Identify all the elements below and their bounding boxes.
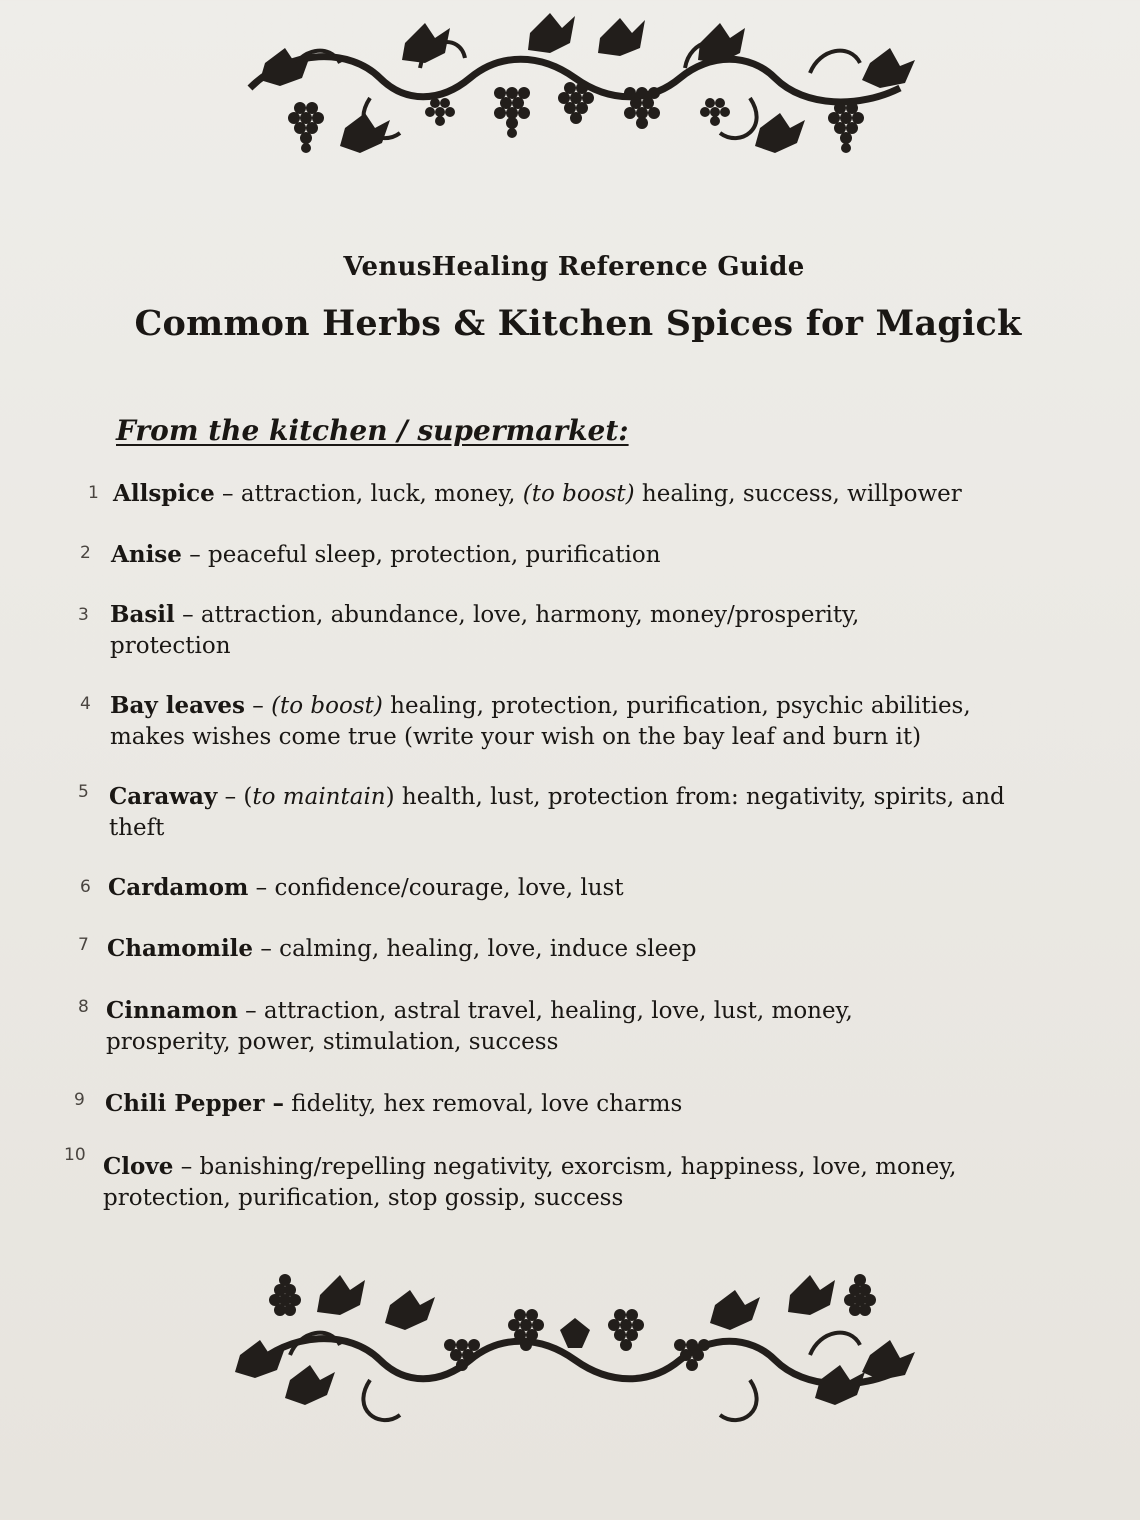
herb-note: to maintain [252,784,386,810]
page-title: Common Herbs & Kitchen Spices for Magick [134,303,1022,344]
herb-note: (to boost) [271,693,383,719]
herb-name: Anise [111,541,182,568]
handwritten-number: 4 [80,694,91,714]
list-item [107,933,1042,965]
herb-description-cont: healing, success, willpower [634,481,962,507]
handwritten-number: 2 [80,543,91,563]
list-item [110,690,1050,753]
herb-description: – banishing/repelling negativity, exorcism, happiness, love, money, protection, purification, stop gossip, success [103,1154,957,1211]
list-item [103,1151,963,1214]
list-item [108,872,1043,904]
guide-subtitle: VenusHealing Reference Guide [343,252,805,282]
herb-description: – confidence/courage, love, lust [248,875,624,901]
list-item [113,478,1048,510]
herb-name: Basil [110,601,175,628]
herb-name: Clove [103,1153,174,1180]
herb-description: – attraction, abundance, love, harmony, money/prosperity, protection [110,602,860,659]
handwritten-number: 5 [78,782,89,802]
herb-name: Chili Pepper – [105,1090,284,1117]
herb-name: Chamomile [107,935,254,962]
herb-description: – peaceful sleep, protection, purification [181,542,661,568]
herb-description: – [244,693,272,719]
list-item [105,1088,1040,1120]
herb-description: – ( [217,784,253,810]
herb-description: – attraction, luck, money, [214,481,523,507]
handwritten-number: 3 [78,605,89,625]
herb-description: – calming, healing, love, induce sleep [253,936,697,962]
herb-name: Cardamom [108,874,249,901]
handwritten-number: 6 [80,877,91,897]
herb-note: (to boost) [522,481,635,507]
herb-name: Caraway [109,783,218,810]
grapevine-ornament-top [230,8,920,188]
handwritten-number: 8 [78,997,89,1017]
handwritten-number: 10 [64,1145,86,1165]
herb-description-cont: healing, protection, purification, psychic abilities, makes wishes come true (write your wish on the bay leaf and burn it) [110,693,971,750]
herb-name: Bay leaves [110,692,245,719]
grapevine-ornament-bottom [230,1260,920,1440]
herb-description-cont: ) health, lust, protection from: negativity, spirits, and theft [109,784,1005,841]
herb-name: Allspice [113,480,215,507]
herb-description: fidelity, hex removal, love charms [283,1091,683,1117]
list-item [109,781,1044,844]
handwritten-number: 9 [74,1090,85,1110]
herb-name: Cinnamon [106,997,238,1024]
herb-description: – attraction, astral travel, healing, love, lust, money, prosperity, power, stimulation, success [106,998,853,1055]
handwritten-number: 1 [88,483,99,503]
handwritten-number: 7 [78,935,89,955]
list-item [111,539,1046,571]
list-item [110,599,970,662]
section-heading: From the kitchen / supermarket: [116,414,629,447]
list-item [106,995,946,1058]
